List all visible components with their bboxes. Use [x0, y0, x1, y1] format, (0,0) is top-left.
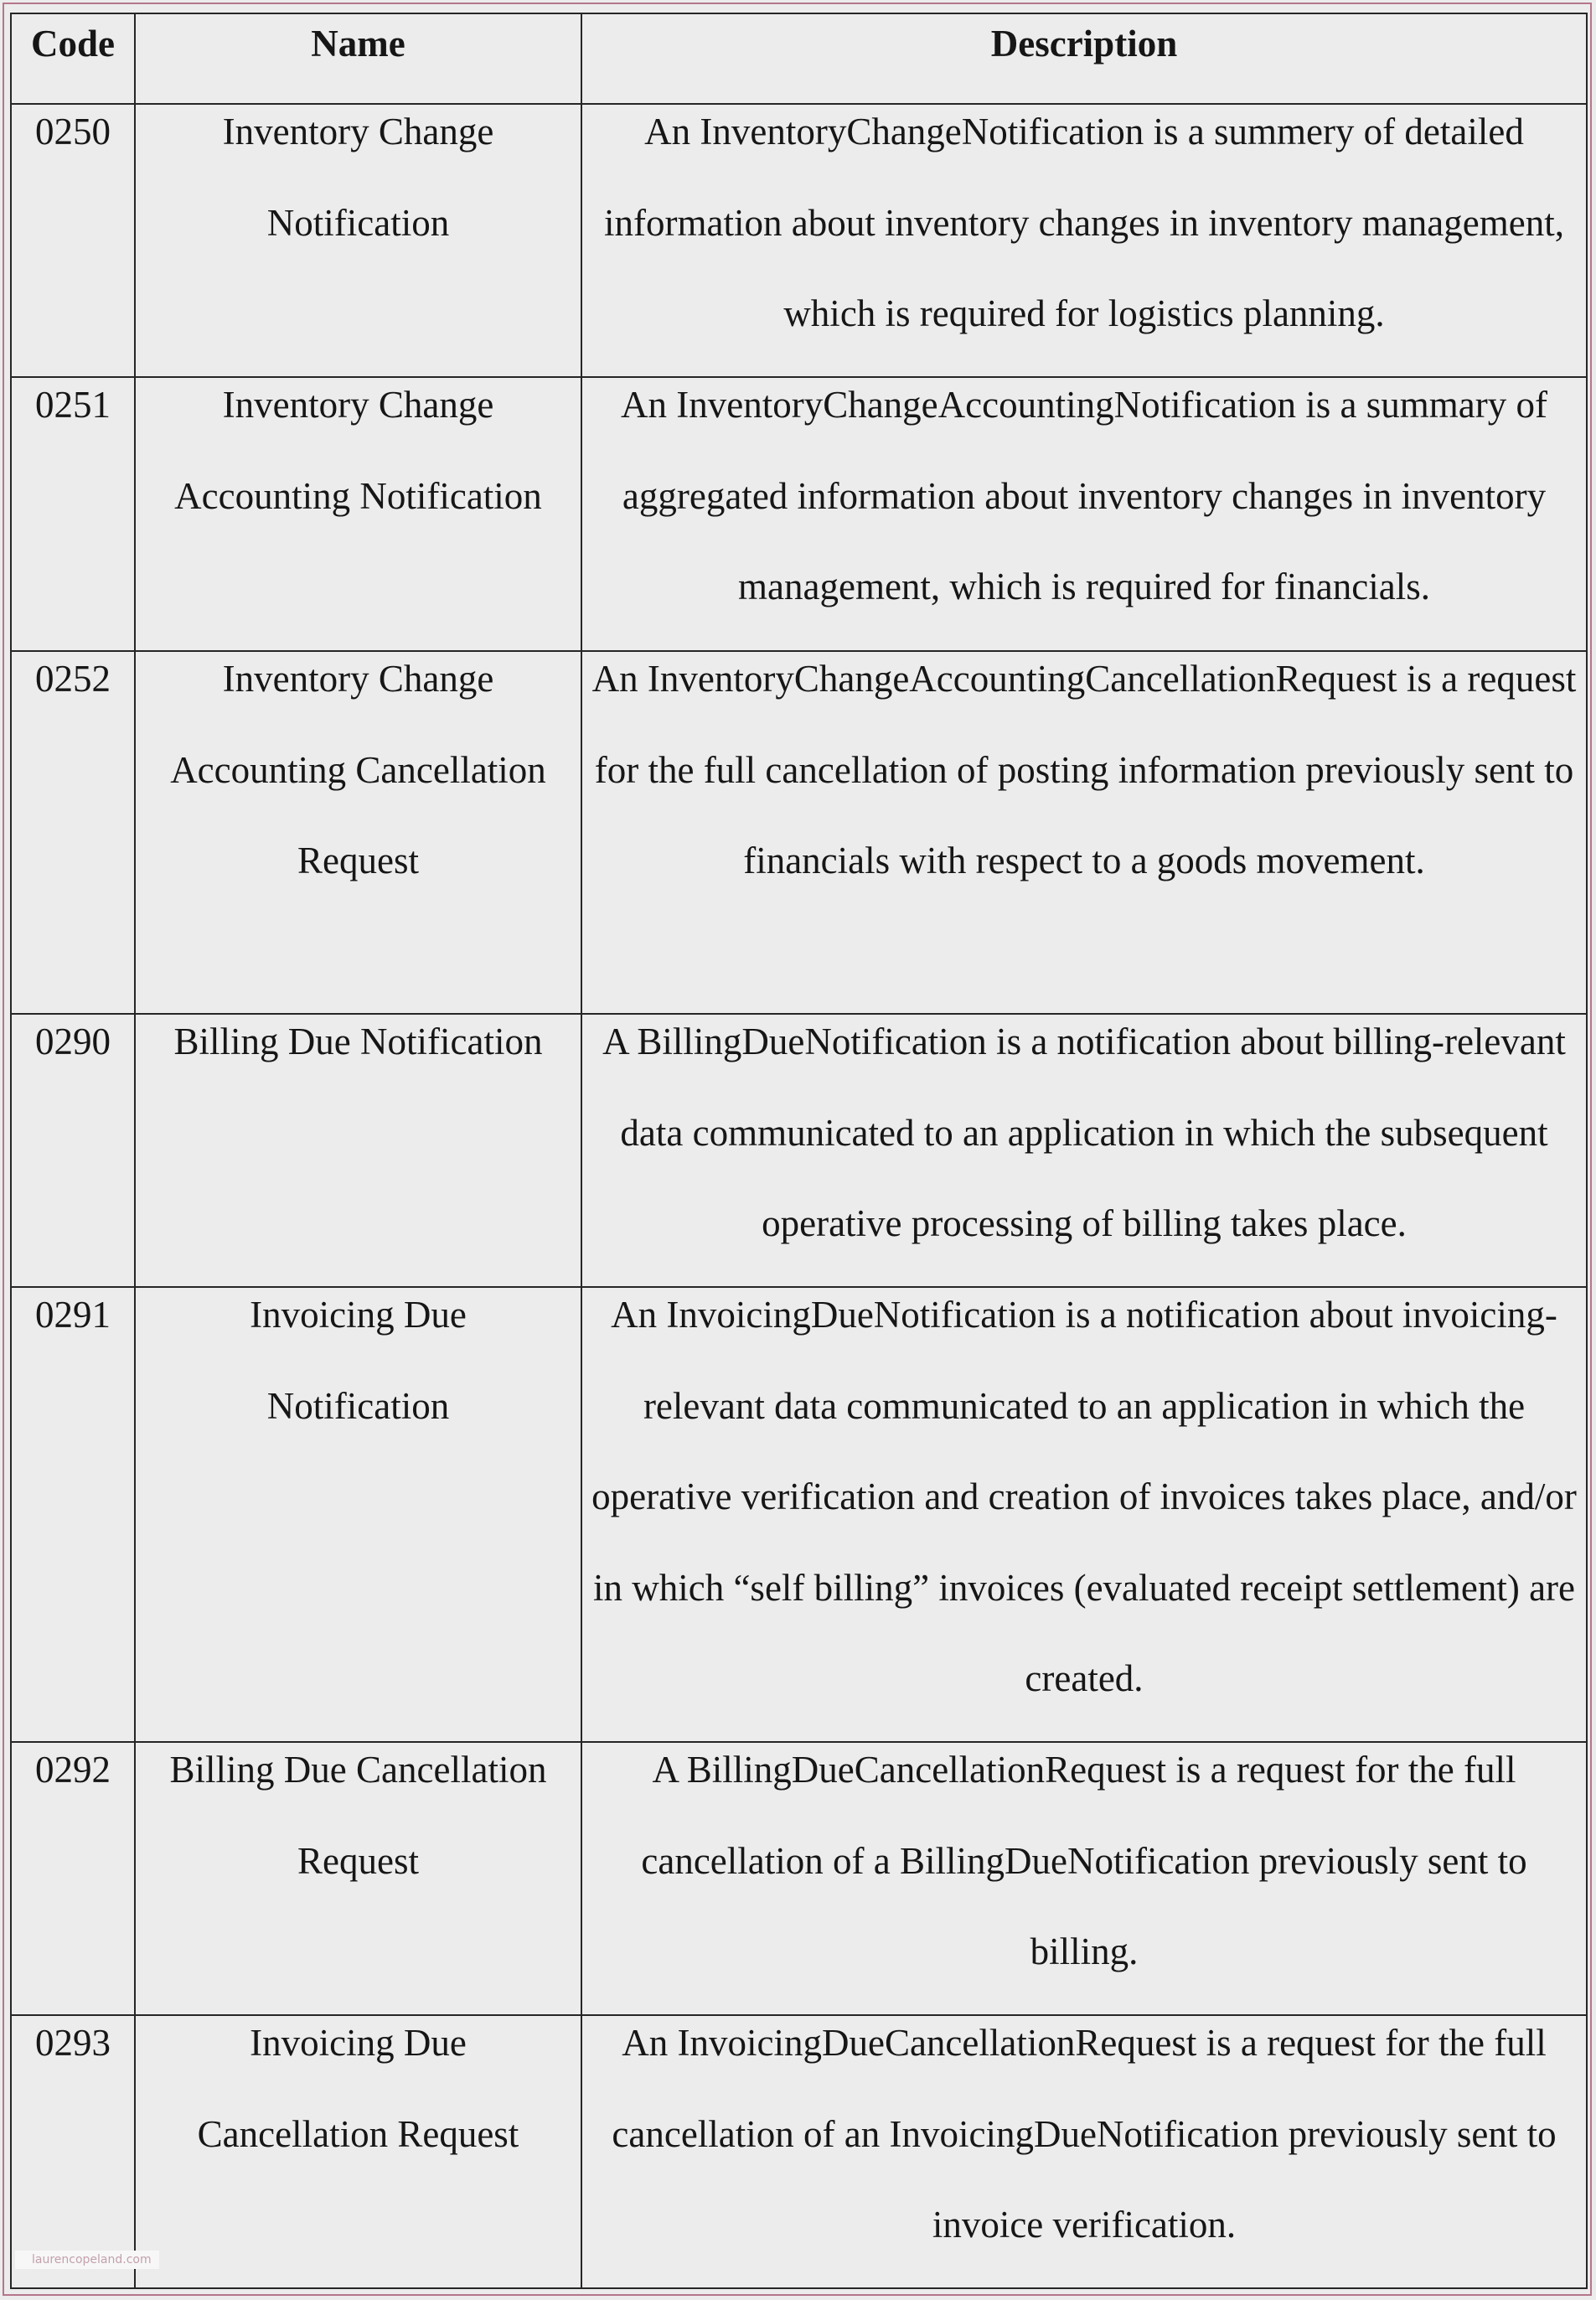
row-description: An InvoicingDueNotification is a notification about invoicing-relevant data communicated to an application in which the operative verification and creation of invoices takes place, and/or in which “self billing” invoices (evaluated receipt settlement) are created. [581, 1287, 1587, 1742]
watermark: laurencopeland.com [15, 2251, 159, 2269]
row-name: Billing Due Notification [135, 1014, 581, 1287]
message-types-table [10, 13, 1588, 2289]
row-name: Billing Due Cancellation Request [135, 1742, 581, 2015]
row-description: An InventoryChangeAccountingCancellationRequest is a request for the full cancellation of posting information previously sent to financials with respect to a goods movement. [581, 651, 1587, 1014]
table-row [11, 1014, 1587, 1287]
row-name: Invoicing Due Notification [135, 1287, 581, 1742]
row-code: 0290 [11, 1014, 135, 1287]
row-description: An InvoicingDueCancellationRequest is a request for the full cancellation of an InvoicingDueNotification previously sent to invoice verification. [581, 2015, 1587, 2288]
table-row [11, 1287, 1587, 1742]
row-code: 0291 [11, 1287, 135, 1742]
row-description: A BillingDueNotification is a notification about billing-relevant data communicated to an application in which the subsequent operative processing of billing takes place. [581, 1014, 1587, 1287]
row-code: 0252 [11, 651, 135, 1014]
header-code: Code [11, 13, 135, 104]
row-description: A BillingDueCancellationRequest is a request for the full cancellation of a BillingDueNotification previously sent to billing. [581, 1742, 1587, 2015]
row-code: 0293 [11, 2015, 135, 2288]
row-description: An InventoryChangeAccountingNotification is a summary of aggregated information about inventory changes in inventory management, which is required for financials. [581, 377, 1587, 651]
row-code: 0292 [11, 1742, 135, 2015]
row-name: Inventory Change Accounting Cancellation Request [135, 651, 581, 1014]
row-name: Invoicing Due Cancellation Request [135, 2015, 581, 2288]
table-row [11, 377, 1587, 651]
row-name: Inventory Change Notification [135, 104, 581, 377]
table-row [11, 104, 1587, 377]
table-row [11, 2015, 1587, 2288]
header-name: Name [135, 13, 581, 104]
row-name: Inventory Change Accounting Notification [135, 377, 581, 651]
table-row [11, 1742, 1587, 2015]
row-code: 0251 [11, 377, 135, 651]
table-row [11, 651, 1587, 1014]
row-code: 0250 [11, 104, 135, 377]
header-description: Description [581, 13, 1587, 104]
row-description: An InventoryChangeNotification is a summery of detailed information about inventory changes in inventory management, which is required for logistics planning. [581, 104, 1587, 377]
